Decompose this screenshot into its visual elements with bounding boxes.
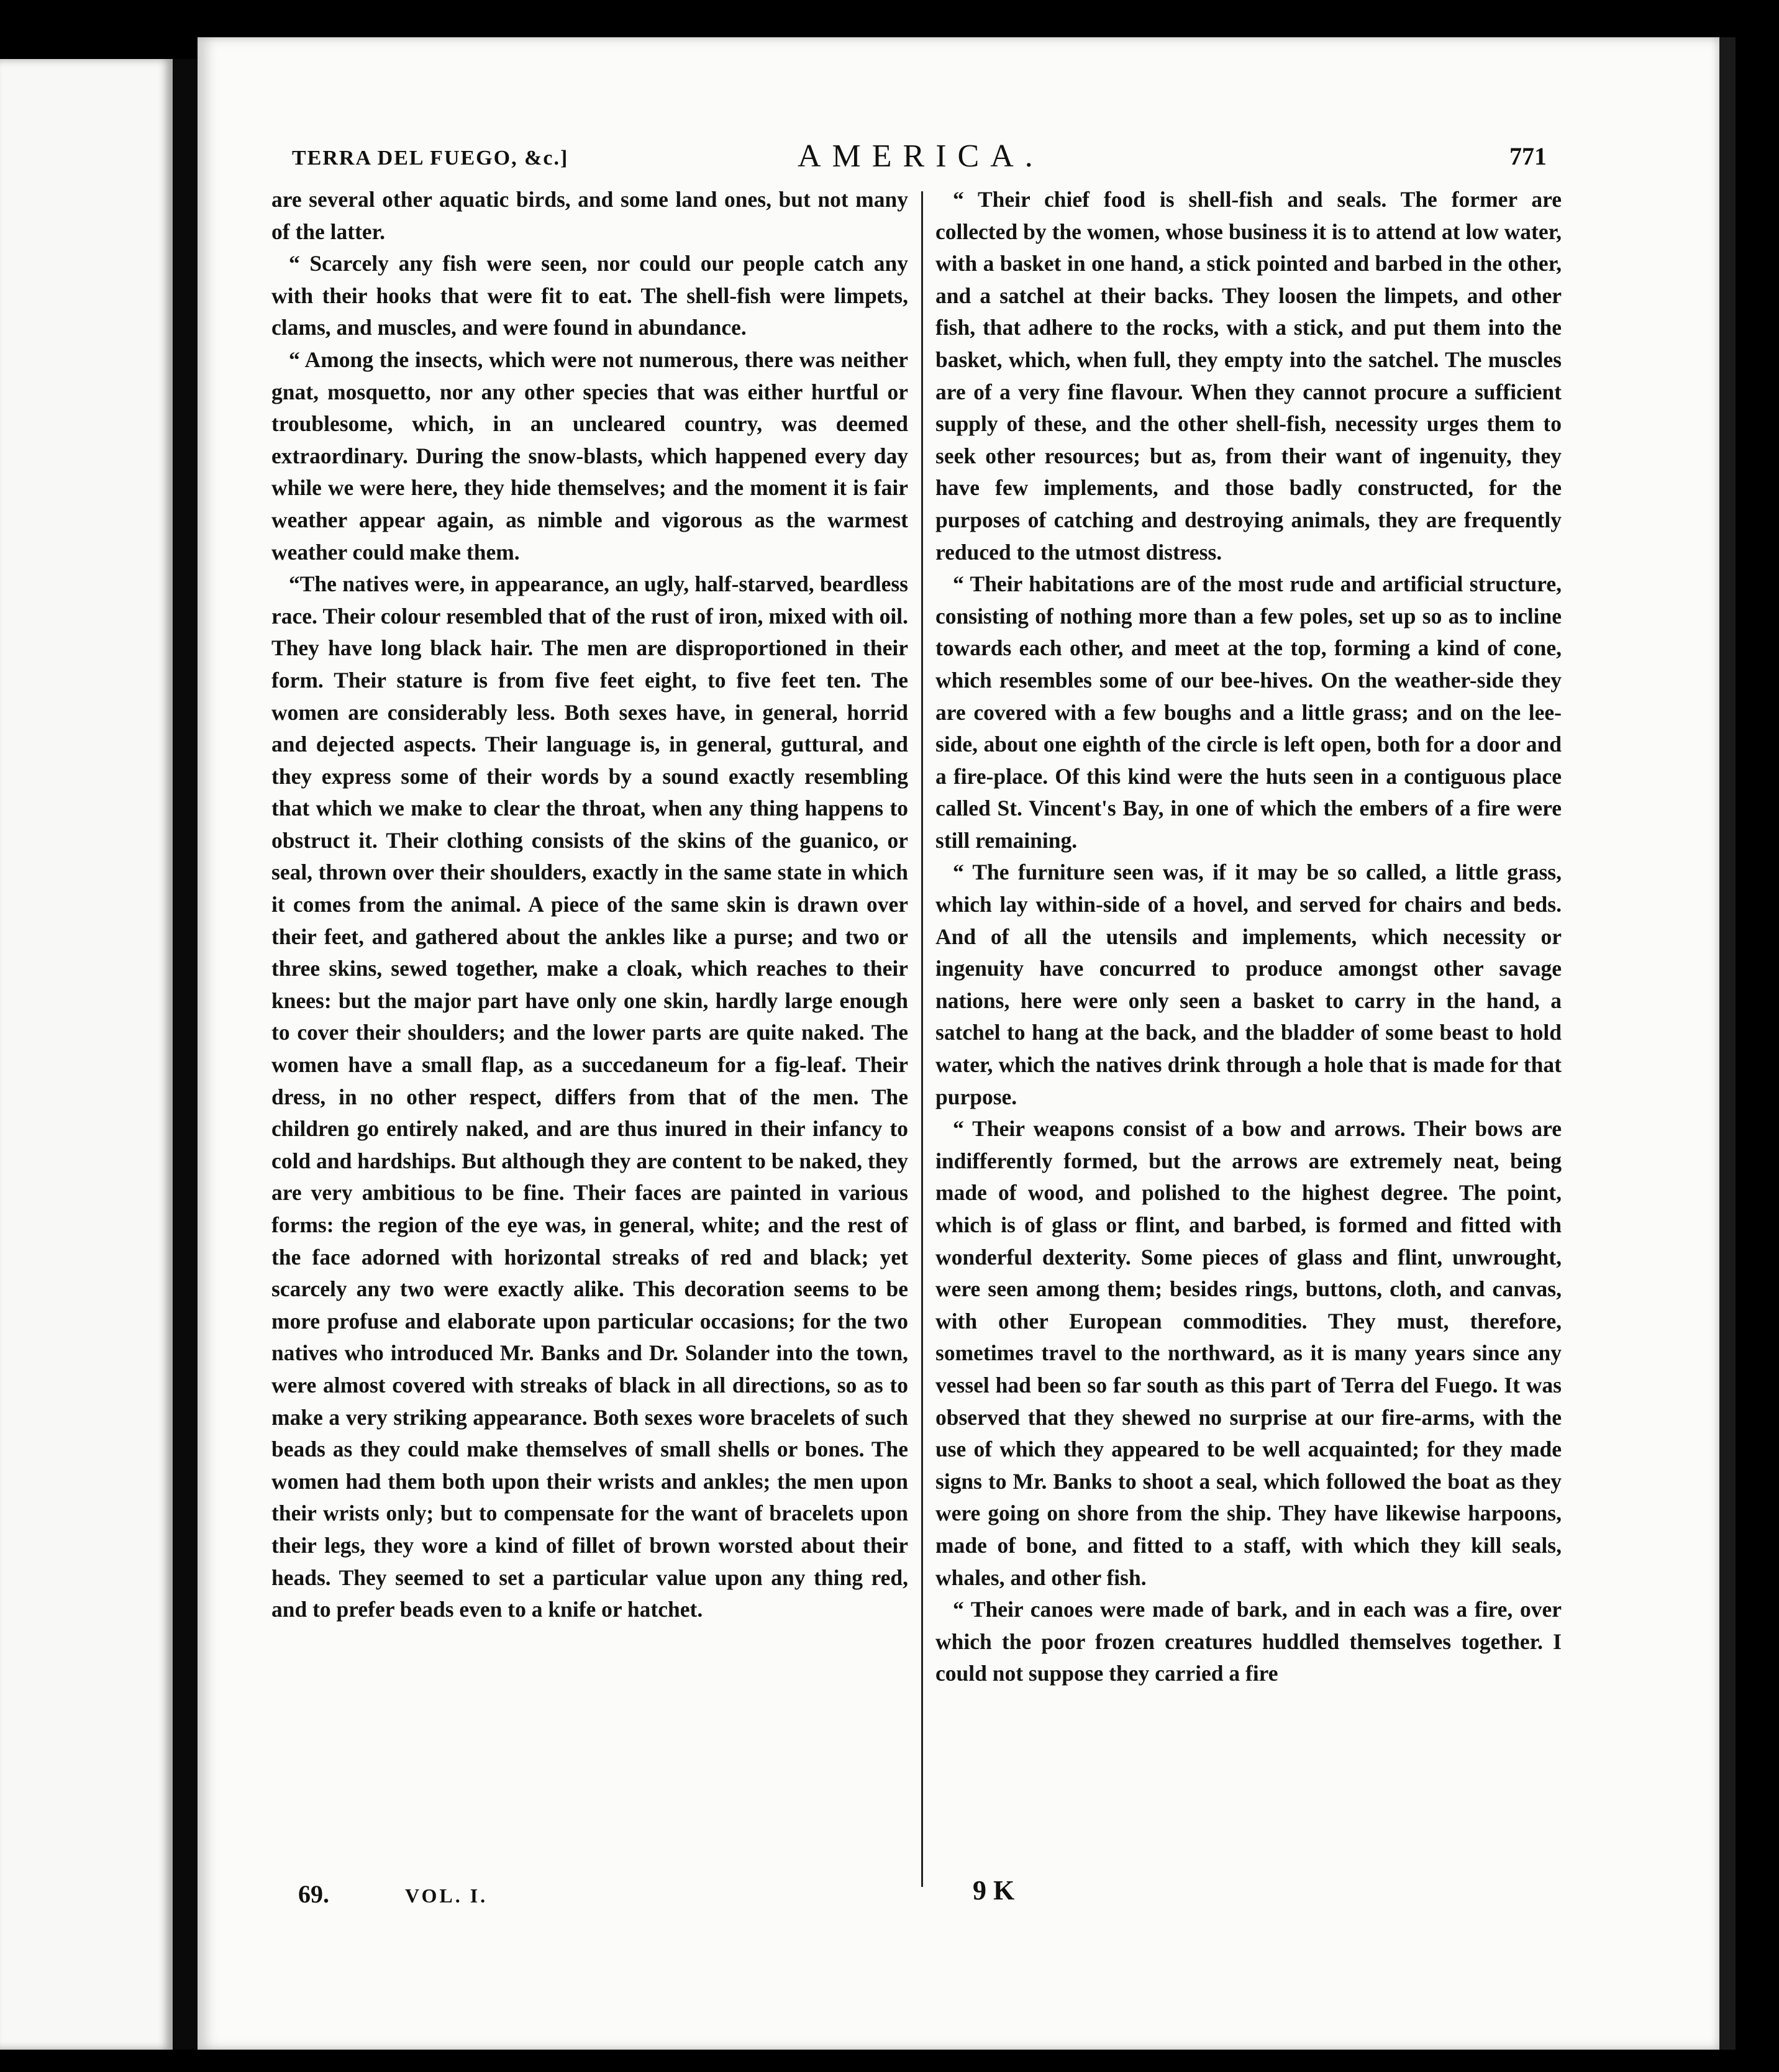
signature-mark: 9 K <box>973 1875 1015 1906</box>
paragraph: “ Among the insects, which were not numerous, there was neither gnat, mosquetto, nor any other species that was either hurtful or troublesome, which, in an uncleared country, was deemed extraordinary. During the snow-blasts, which happened every day while we were here, they hide themselves; and the moment it is fair weather appear again, as nimble and vigorous as the warmest weather could make them. <box>271 347 908 565</box>
paragraph: “ Their canoes were made of bark, and in each was a fire, over which the poor frozen creatures huddled themselves together. I could not suppose they carried a fire <box>935 1597 1562 1686</box>
paragraph: “ Their chief food is shell-fish and seals. The former are collected by the women, whose business it is to attend at low water, with a basket in one hand, a stick pointed and barbed in the other, and a satchel at their backs. They loosen the limpets, and other fish, that adhere to the rocks, with a stick, and put them into the basket, which, when full, they empty into the satchel. The muscles are of a very fine flavour. When they cannot procure a sufficient supply of these, and the other shell-fish, necessity urges them to seek other resources; but as, from their want of ingenuity, they have few implements, and those badly constructed, for the purposes of catching and destroying animals, they are frequently reduced to the utmost distress. <box>935 187 1562 565</box>
page-number: 771 <box>1509 142 1547 170</box>
running-title-center: AMERICA. <box>798 139 1044 174</box>
right-text-column <box>935 184 1562 1690</box>
paragraph: “ Their weapons consist of a bow and arrows. Their bows are indifferently formed, but the arrows are extremely neat, being made of wood, and polished to the highest degree. The point, which is of glass or flint, and barbed, is formed and fitted with wonderful dexterity. Some pieces of glass and flint, unwrought, were seen among them; besides rings, buttons, cloth, and canvas, with other European commodities. They must, therefore, sometimes travel to the northward, as it is many years since any vessel had been so far south as this part of Terra del Fuego. It was observed that they shewed no surprise at our fire-arms, with the use of which they appeared to be well acquainted; for they made signs to Mr. Banks to shoot a seal, which followed the boat as they were going on shore from the ship. They have likewise harpoons, made of bone, and fitted to a staff, with which they kill seals, whales, and other fish. <box>935 1116 1562 1590</box>
page-edge-shadow <box>1719 37 1736 2050</box>
paragraph: “The natives were, in appearance, an ugly, half-starved, beardless race. Their colour resembled that of the rust of iron, mixed with oil. They have long black hair. The men are disproportioned in their form. Their stature is from five feet eight, to five feet ten. The women are considerably less. Both sexes have, in general, horrid and dejected aspects. Their language is, in general, guttural, and they express some of their words by a sound exactly resembling that which we make to clear the throat, when any thing happens to obstruct it. Their clothing consists of the skins of the guanico, or seal, thrown over their shoulders, exactly in the same state in which it comes from the animal. A piece of the same skin is drawn over their feet, and gathered about the ankles like a purse; and two or three skins, sewed together, make a cloak, which reaches to their knees: but the major part have only one skin, hardly large enough to cover their shoulders; and the lower parts are quite naked. The women have a small flap, as a succedaneum for a fig-leaf. Their dress, in no other respect, differs from that of the men. The children go entirely naked, and are thus inured in their infancy to cold and hardships. But although they are content to be naked, they are very ambitious to be fine. Their faces are painted in various forms: the region of the eye was, in general, white; and the rest of the face adorned with horizontal streaks of red and black; yet scarcely any two were exactly alike. This decoration seems to be more profuse and elaborate upon particular occasions; for the two natives who introduced Mr. Banks and Dr. Solander into the town, were almost covered with streaks of black in all directions, so as to make a very striking appearance. Both sexes wore bracelets of such beads as they could make themselves of small shells or bones. The women had them both upon their wrists and ankles; the men upon their wrists only; but to compensate for the want of bracelets upon their legs, they wore a kind of fillet of brown worsted about their heads. They seemed to set a particular value upon any thing red, and to prefer beads even to a knife or hatchet. <box>271 571 908 1622</box>
paragraph: “ The furniture seen was, if it may be so called, a little grass, which lay within-side of a hovel, and served for chairs and beds. And of all the utensils and implements, which necessity or ingenuity have concurred to produce amongst other savage nations, here were only seen a basket to carry in the hand, a satchel to hang at the back, and the bladder of some beast to hold water, which the natives drink through a hole that is made for that purpose. <box>935 860 1562 1109</box>
paragraph: “ Their habitations are of the most rude and artificial structure, consisting of nothing more than a few poles, set up so as to incline towards each other, and meet at the top, forming a kind of cone, which resembles some of our bee-hives. On the weather-side they are covered with a few boughs and a little grass; and on the lee-side, about one eighth of the circle is left open, both for a door and a fire-place. Of this kind were the huts seen in a contiguous place called St. Vincent's Bay, in one of which the embers of a fire were still remaining. <box>935 571 1562 853</box>
column-divider <box>921 191 923 1887</box>
facing-page-edge <box>0 59 173 2050</box>
book-gutter <box>173 59 198 2050</box>
left-text-column <box>271 184 908 1626</box>
volume-label: VOL. I. <box>405 1884 488 1907</box>
signature-number: 69. <box>298 1880 329 1908</box>
running-title-left: TERRA DEL FUEGO, &c.] <box>292 147 569 170</box>
running-header <box>292 138 1547 175</box>
paragraph: are several other aquatic birds, and some land ones, but not many of the latter. <box>271 187 908 244</box>
paragraph: “ Scarcely any fish were seen, nor could our people catch any with their hooks that were fit to eat. The shell-fish were limpets, clams, and muscles, and were found in abundance. <box>271 251 908 340</box>
